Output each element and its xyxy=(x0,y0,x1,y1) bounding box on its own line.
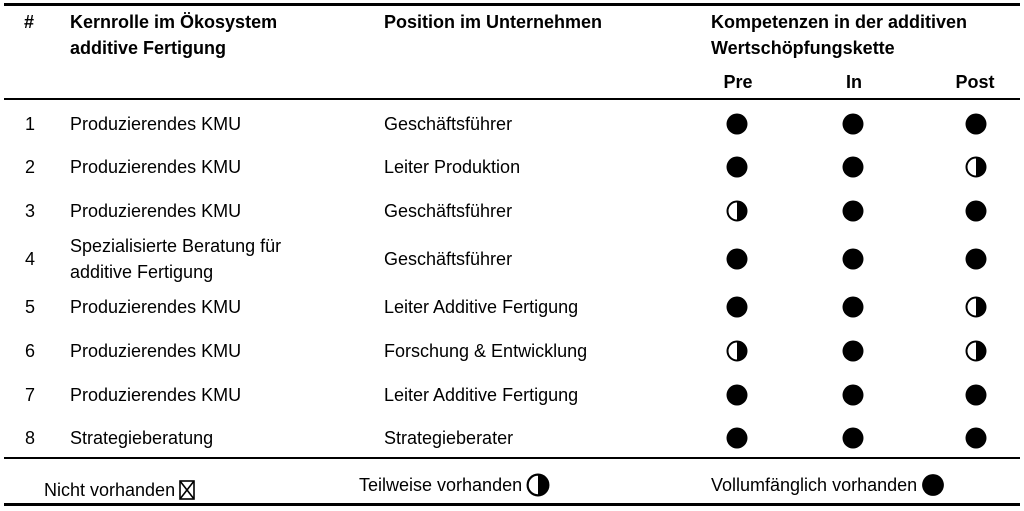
row-role xyxy=(70,233,281,285)
full-circle-icon xyxy=(726,113,748,135)
full-circle-icon xyxy=(726,296,748,318)
full-circle-icon xyxy=(965,384,987,406)
row-number: 2 xyxy=(25,157,36,177)
legend-partial xyxy=(359,472,550,498)
header-bottom-rule xyxy=(4,98,1020,100)
table-bottom-rule xyxy=(4,503,1020,506)
header-in: In xyxy=(846,72,862,92)
row-position: Geschäftsführer xyxy=(384,114,513,134)
full-circle-icon xyxy=(726,427,748,449)
row-number: 6 xyxy=(25,341,36,361)
full-circle-icon xyxy=(726,156,748,178)
row-position: Leiter Additive Fertigung xyxy=(384,297,579,317)
row-position: Strategieberater xyxy=(384,428,514,448)
row-number: 7 xyxy=(25,385,36,405)
row-position: Geschäftsführer xyxy=(384,249,513,269)
full-circle-icon xyxy=(842,248,864,270)
row-number: 4 xyxy=(25,249,36,269)
full-circle-icon xyxy=(842,200,864,222)
header-role-line1: Kernrolle im Ökosystem xyxy=(70,12,278,32)
header-pre: Pre xyxy=(723,72,753,92)
legend-separator-rule xyxy=(4,457,1020,459)
half-circle-icon xyxy=(726,200,748,222)
half-circle-icon xyxy=(965,156,987,178)
legend-none-label: Nicht vorhanden xyxy=(44,480,176,500)
row-number: 1 xyxy=(25,114,36,134)
legend-full-label: Vollumfänglich vorhanden xyxy=(711,475,918,495)
table-top-rule xyxy=(4,3,1020,6)
full-circle-icon xyxy=(965,248,987,270)
row-role: Produzierendes KMU xyxy=(70,114,242,134)
header-comp-line1: Kompetenzen in der additiven xyxy=(711,12,968,32)
full-circle-icon xyxy=(921,473,945,497)
row-number: 8 xyxy=(25,428,36,448)
header-position: Position im Unternehmen xyxy=(384,12,603,32)
full-circle-icon xyxy=(842,156,864,178)
row-role: Produzierendes KMU xyxy=(70,341,242,361)
legend-partial-label: Teilweise vorhanden xyxy=(359,475,523,495)
header-num: # xyxy=(24,12,35,32)
full-circle-icon xyxy=(842,296,864,318)
row-role-line1: Spezialisierte Beratung für xyxy=(70,236,282,256)
row-role: Produzierendes KMU xyxy=(70,157,242,177)
row-role-line2: additive Fertigung xyxy=(70,262,214,282)
legend-full xyxy=(711,472,945,498)
row-role: Produzierendes KMU xyxy=(70,385,242,405)
header-comp-line2: Wertschöpfungskette xyxy=(711,38,895,58)
half-circle-icon xyxy=(965,340,987,362)
full-circle-icon xyxy=(965,113,987,135)
row-position: Leiter Additive Fertigung xyxy=(384,385,579,405)
half-circle-icon xyxy=(965,296,987,318)
header-post: Post xyxy=(955,72,995,92)
full-circle-icon xyxy=(842,427,864,449)
half-circle-icon xyxy=(526,473,550,497)
row-position: Forschung & Entwicklung xyxy=(384,341,588,361)
row-position: Geschäftsführer xyxy=(384,201,513,221)
legend-none xyxy=(44,477,195,503)
header-role xyxy=(70,9,277,61)
header-competencies xyxy=(711,9,967,61)
full-circle-icon xyxy=(726,384,748,406)
full-circle-icon xyxy=(965,427,987,449)
row-role: Produzierendes KMU xyxy=(70,201,242,221)
crossed-box-icon xyxy=(179,480,195,500)
full-circle-icon xyxy=(965,200,987,222)
header-role-line2: additive Fertigung xyxy=(70,38,227,58)
full-circle-icon xyxy=(842,340,864,362)
row-position: Leiter Produktion xyxy=(384,157,521,177)
row-role: Produzierendes KMU xyxy=(70,297,242,317)
row-number: 3 xyxy=(25,201,36,221)
full-circle-icon xyxy=(842,113,864,135)
full-circle-icon xyxy=(726,248,748,270)
row-number: 5 xyxy=(25,297,36,317)
half-circle-icon xyxy=(726,340,748,362)
full-circle-icon xyxy=(842,384,864,406)
row-role: Strategieberatung xyxy=(70,428,214,448)
